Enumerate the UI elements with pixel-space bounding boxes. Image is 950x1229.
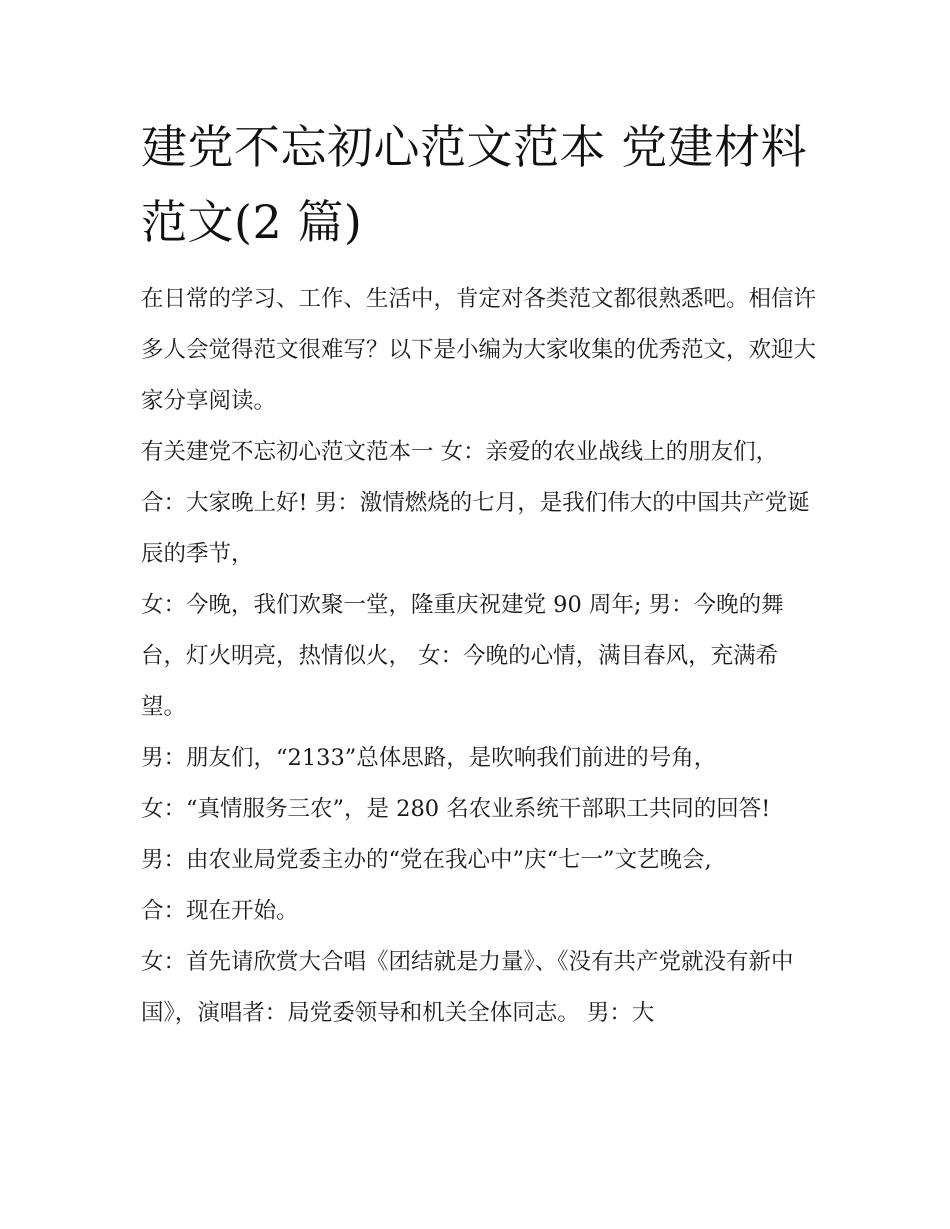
intro-paragraph: 在日常的学习、工作、生活中，肯定对各类范文都很熟悉吧。相信许多人会觉得范文很难写？以下是小编为大家收集的优秀范文，欢迎大家分享阅读。: [141, 286, 817, 414]
paragraph-chorus: 女：首先请欣赏大合唱《团结就是力量》、《没有共产党就没有新中国》，演唱者：局党委领导和机关全体同志。 男：大: [141, 949, 794, 1026]
document-title: 建党不忘初心范文范本 党建材料范文(2 篇): [141, 120, 808, 249]
paragraph-host: 男：由农业局党委主办的“党在我心中”庆“七一”文艺晚会,: [141, 847, 712, 873]
paragraph-friends: 男：朋友们，“2133”总体思路，是吹响我们前进的号角，: [141, 745, 717, 771]
document-body: [141, 110, 821, 1039]
paragraph-service: 女：“真情服务三农”，是 280 名农业系统干部职工共同的回答!: [141, 796, 771, 822]
paragraph-opening: 有关建党不忘初心范文范本一 女：亲爱的农业战线上的朋友们， 合：大家晚上好! 男：激情燃烧的七月，是我们伟大的中国共产党诞辰的季节，: [141, 439, 810, 567]
paragraph-start: 合：现在开始。: [141, 898, 299, 924]
paragraph-tonight: 女：今晚，我们欢聚一堂，隆重庆祝建党 90 周年; 男：今晚的舞台，灯火明亮，热情似火， 女：今晚的心情，满目春风，充满希望。: [141, 592, 784, 720]
